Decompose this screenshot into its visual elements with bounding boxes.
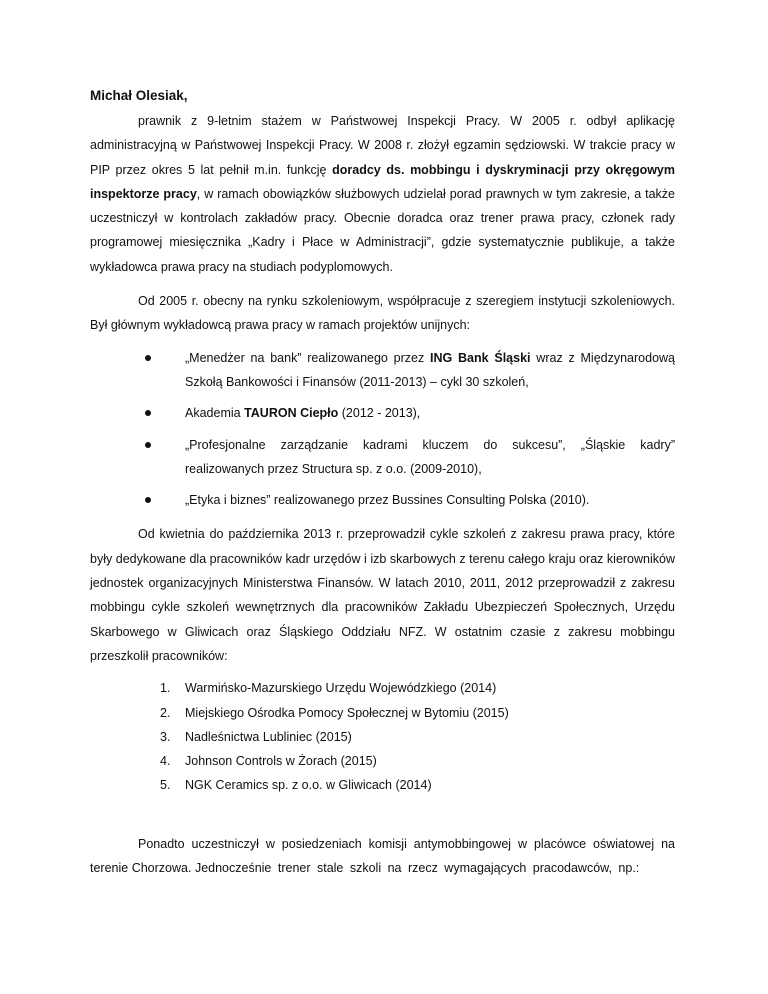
list-item: 1. Warmińsko-Mazurskiego Urzędu Wojewódzkiego (2014) xyxy=(185,676,675,700)
list-item: „Etyka i biznes” realizowanego przez Bussines Consulting Polska (2010). xyxy=(185,488,675,512)
bullet-icon xyxy=(145,410,151,416)
list-item: 5. NGK Ceramics sp. z o.o. w Gliwicach (2014) xyxy=(185,773,675,797)
list-number: 5. xyxy=(160,778,171,793)
list-number: 4. xyxy=(160,754,171,769)
list-item: Akademia TAURON Ciepło (2012 - 2013), xyxy=(185,401,675,425)
trainees-list xyxy=(90,676,675,797)
bio-paragraph-1 xyxy=(90,109,675,279)
projects-list xyxy=(90,346,675,513)
list-item: „Menedżer na bank” realizowanego przez ING Bank Śląski wraz z Międzynarodową Szkołą Bankowości i Finansów (2011-2013) – cykl 30 szkoleń, xyxy=(185,346,675,395)
bio-role-bold: doradcy ds. mobbingu i dyskryminacji przy okręgowym inspektorze pracy xyxy=(90,162,675,201)
list-item: „Profesjonalne zarządzanie kadrami kluczem do sukcesu”, „Śląskie kadry” realizowanych przez Structura sp. z o.o. (2009-2010), xyxy=(185,433,675,482)
author-name: Michał Olesiak, xyxy=(90,88,188,103)
list-item: 3. Nadleśnictwa Lubliniec (2015) xyxy=(185,725,675,749)
bio-paragraph-3: Od kwietnia do października 2013 r. przeprowadził cykle szkoleń z zakresu prawa pracy, które były dedykowane dla pracowników kadr urzędów i izb skarbowych z terenu całego kraju oraz kierowników jednostek organizacyjnych Ministerstwa Finansów. W latach 2010, 2011, 2012 przeprowadził z zakresu mobbingu cykle szkoleń wewnętrznych dla pracowników Zakładu Ubezpieczeń Społecznych, Urzędu Skarbowego w Gliwicach oraz Śląskiego Oddziału NFZ. W ostatnim czasie z zakresu mobbingu przeszkolił pracowników: xyxy=(90,527,675,663)
bio-text: prawnik z 9-letnim stażem w Państwowej Inspekcji Pracy. W 2005 r. odbył aplikację administracyjną w Państwowej Inspekcji Pracy. W 2008 r. złożył egzamin sędziowski. W trakcie pracy w PIP przez okres 5 lat pełnił m.in. funkcję xyxy=(90,114,675,177)
list-item: 4. Johnson Controls w Żorach (2015) xyxy=(185,749,675,773)
list-number: 3. xyxy=(160,729,171,744)
list-item: 2. Miejskiego Ośrodka Pomocy Społecznej w Bytomiu (2015) xyxy=(185,701,675,725)
bullet-icon xyxy=(145,355,151,361)
list-number: 1. xyxy=(160,681,171,696)
list-number: 2. xyxy=(160,705,171,720)
bullet-icon xyxy=(145,442,151,448)
bio-paragraph-2: Od 2005 r. obecny na rynku szkoleniowym, współpracuje z szeregiem instytucji szkoleniowych. Był głównym wykładowcą prawa pracy w ramach projektów unijnych: xyxy=(90,294,675,333)
bio-text: , w ramach obowiązków służbowych udzielał porad prawnych w tym zakresie, a także uczestniczył w kontrolach zakładów pracy. Obecnie doradca oraz trener prawa pracy, członek rady programowej miesięcznika „Kadry i Płace w Administracji”, gdzie systematycznie publikuje, a także wykładowca prawa pracy na studiach podyplomowych. xyxy=(90,186,675,274)
bullet-icon xyxy=(145,497,151,503)
bio-paragraph-4: Ponadto uczestniczył w posiedzeniach komisji antymobbingowej w placówce oświatowej na terenie Chorzowa. Jednocześnie trener stale szkoli na rzecz wymagających pracodawców, np.: xyxy=(90,836,675,876)
